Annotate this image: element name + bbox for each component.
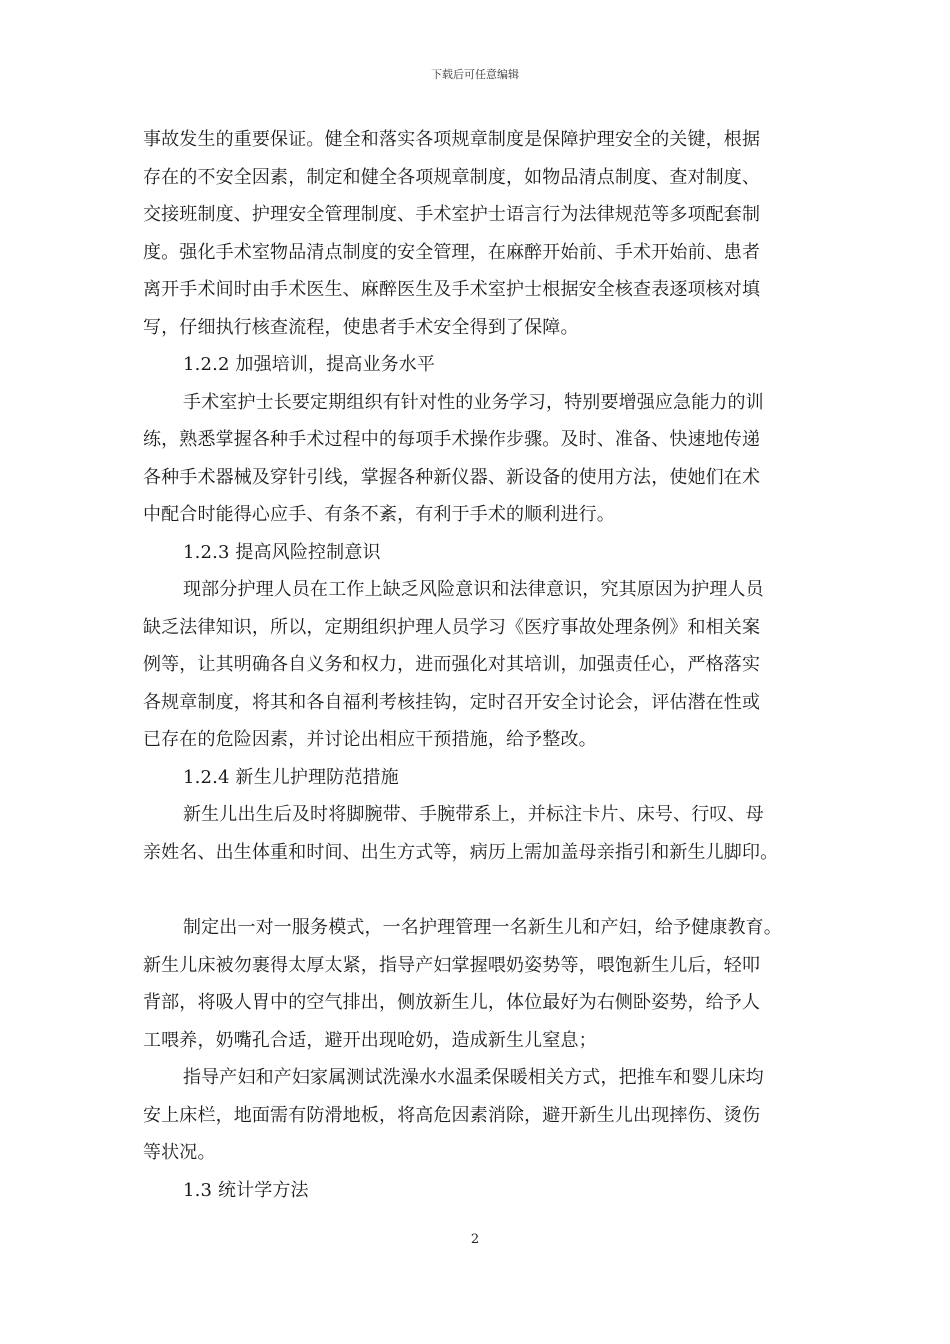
- text-line: 新生儿出生后及时将脚腕带、手腕带系上，并标注卡片、床号、行叹、母: [183, 804, 764, 825]
- text-line: 练，熟悉掌握各种手术过程中的每项手术操作步骤。及时、准备、快速地传递: [143, 429, 761, 450]
- text-line: 缺乏法律知识，所以，定期组织护理人员学习《医疗事故处理条例》和相关案: [143, 616, 761, 638]
- paragraph-one-to-one-service: [143, 909, 825, 1059]
- text-line: 中配合时能得心应手、有条不紊，有利于手术的顺利进行。: [143, 504, 615, 525]
- section-heading-1-2-4: 1.2.4 新生儿护理防范措施: [183, 766, 399, 788]
- text-line: 存在的不安全因素，制定和健全各项规章制度，如物品清点制度、查对制度、: [143, 166, 761, 188]
- text-line: 指导产妇和产妇家属测试洗澡水水温柔保暖相关方式，把推车和婴儿床均: [183, 1067, 764, 1088]
- text-line: 等状况。: [143, 1142, 216, 1163]
- document-body: [143, 121, 825, 1209]
- paragraph-family-guidance: [143, 1059, 825, 1172]
- text-line: 各种手术器械及穿针引线，掌握各种新仪器、新设备的使用方法，使她们在术: [143, 466, 761, 488]
- page-number: 2: [470, 1232, 480, 1247]
- text-line: 写，仔细执行核查流程，使患者手术安全得到了保障。: [143, 316, 579, 338]
- text-line: 现部分护理人员在工作上缺乏风险意识和法律意识，究其原因为护理人员: [183, 579, 764, 600]
- text-line: 例等，让其明确各自义务和权力，进而强化对其培训，加强责任心，严格落实: [143, 654, 761, 675]
- text-line: 亲姓名、出生体重和时间、出生方式等，病历上需加盖母亲指引和新生儿脚印。: [143, 841, 779, 863]
- section-heading-1-2-2: 1.2.2 加强培训，提高业务水平: [183, 354, 436, 375]
- paragraph-newborn-identification: [143, 796, 825, 871]
- paragraph-safety-rules: [143, 121, 825, 346]
- section-heading-1-3: 1.3 统计学方法: [183, 1179, 309, 1201]
- paragraph-training: [143, 384, 825, 534]
- text-line: 工喂养，奶嘴孔合适，避开出现呛奶，造成新生儿窒息；: [143, 1029, 597, 1051]
- text-line: 度。强化手术室物品清点制度的安全管理，在麻醉开始前、手术开始前、患者: [143, 241, 761, 263]
- blank-line: [143, 871, 825, 909]
- section-heading-1-2-3: 1.2.3 提高风险控制意识: [183, 541, 381, 563]
- text-line: 各规章制度，将其和各自福利考核挂钩，定时召开安全讨论会，评估潜在性或: [143, 691, 761, 713]
- text-line: 制定出一对一服务模式，一名护理管理一名新生儿和产妇，给予健康教育。: [183, 917, 782, 938]
- text-line: 新生儿床被勿裹得太厚太紧，指导产妇掌握喂奶姿势等，喂饱新生儿后，轻叩: [143, 954, 761, 976]
- text-line: 事故发生的重要保证。健全和落实各项规章制度是保障护理安全的关键，根据: [143, 129, 761, 150]
- text-line: 手术室护士长要定期组织有针对性的业务学习，特别要增强应急能力的训: [183, 391, 764, 413]
- text-line: 离开手术间时由手术医生、麻醉医生及手术室护士根据安全核查表逐项核对填: [143, 279, 761, 300]
- text-line: 已存在的危险因素，并讨论出相应干预措施，给予整改。: [143, 729, 597, 750]
- page-header: 下载后可任意编辑: [431, 68, 519, 81]
- paragraph-risk-awareness: [143, 571, 825, 759]
- text-line: 交接班制度、护理安全管理制度、手术室护士语言行为法律规范等多项配套制: [143, 204, 761, 225]
- text-line: 背部，将吸人胃中的空气排出，侧放新生儿，体位最好为右侧卧姿势，给予人: [143, 992, 761, 1013]
- text-line: 安上床栏，地面需有防滑地板，将高危因素消除，避开新生儿出现摔伤、烫伤: [143, 1104, 761, 1126]
